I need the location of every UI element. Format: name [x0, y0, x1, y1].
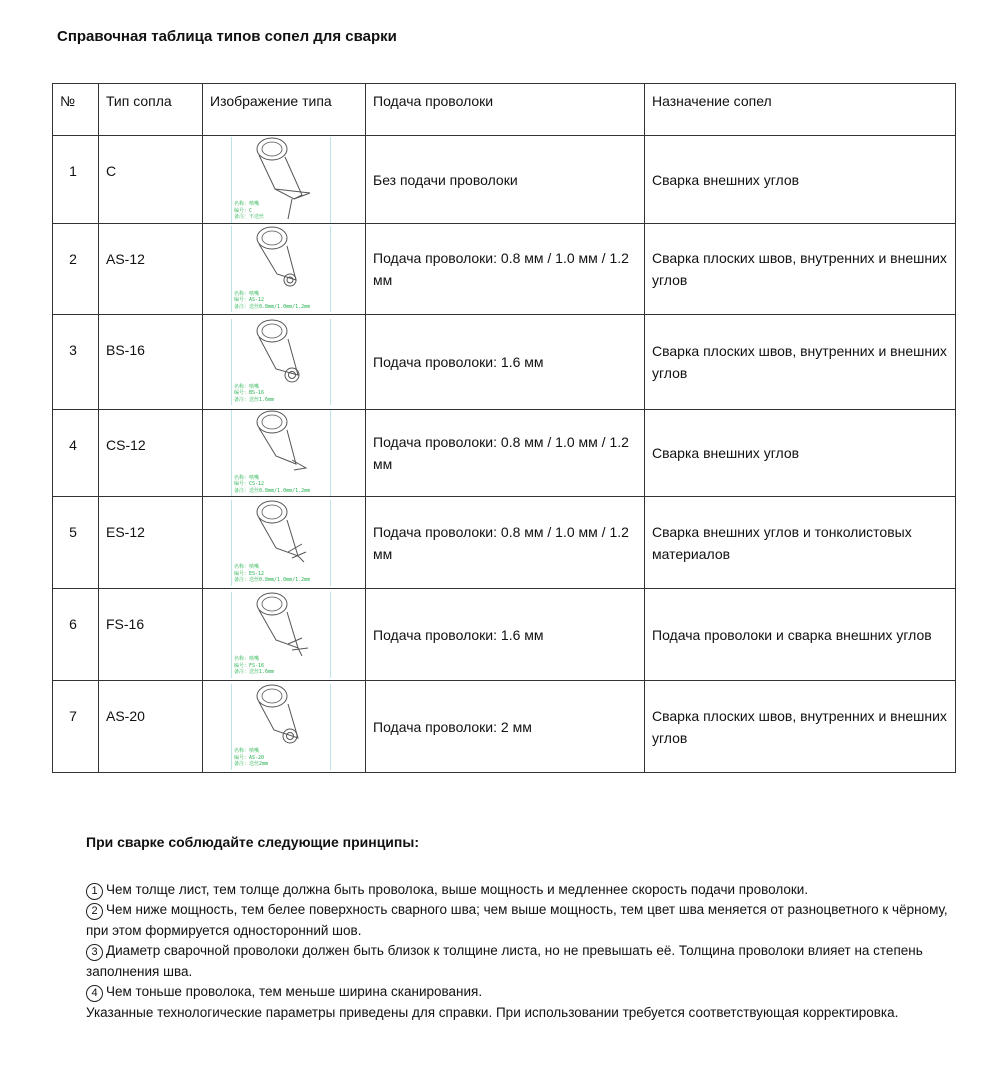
nozzle-es12-icon	[231, 500, 331, 586]
wire-feed: Без подачи проволоки	[366, 136, 645, 224]
nozzle-fs16-icon	[231, 592, 331, 678]
row-number: 3	[53, 315, 99, 410]
nozzle-image-caption	[234, 656, 274, 676]
nozzle-image-caption	[234, 564, 310, 584]
caption-line: 名称：喷嘴	[234, 383, 260, 390]
caption-line: 编号：CS-12	[234, 481, 265, 487]
header-wire-feed: Подача проволоки	[366, 84, 645, 136]
nozzle-as20-icon	[231, 684, 331, 770]
principle-text: Чем ниже мощность, тем белее поверхность сварного шва; чем выше мощность, тем цвет шва меняется от разноцветного к чёрному, при этом формируется односторонний шов.	[86, 902, 948, 938]
principle-item	[86, 880, 966, 901]
principle-item	[86, 900, 966, 941]
table-row	[53, 136, 956, 224]
wire-feed: Подача проволоки: 1.6 мм	[366, 315, 645, 410]
nozzle-type: C	[99, 136, 203, 224]
caption-line: 编号：C	[234, 207, 253, 214]
table-row	[53, 315, 956, 410]
caption-line: 编号：FS-16	[234, 662, 265, 669]
caption-line: 名称：喷嘴	[234, 201, 260, 207]
row-number: 5	[53, 497, 99, 589]
nozzle-reference-table	[52, 83, 956, 773]
nozzle-bs16-icon	[231, 319, 331, 405]
nozzle-purpose: Сварка плоских швов, внутренних и внешних углов	[645, 315, 956, 410]
caption-line: 名称：喷嘴	[234, 290, 260, 297]
row-number: 4	[53, 410, 99, 497]
principles-note: Указанные технологические параметры приведены для справки. При использовании требуется соответствующая корректировка.	[86, 1004, 899, 1020]
principle-text: Диаметр сварочной проволоки должен быть близок к толщине листа, но не превышать её. Толщина проволоки влияет на степень заполнения шва.	[86, 943, 923, 979]
nozzle-image-caption	[234, 748, 268, 768]
nozzle-image-caption	[234, 475, 310, 495]
nozzle-purpose: Сварка внешних углов	[645, 410, 956, 497]
nozzle-image-cell	[203, 315, 366, 410]
nozzle-type: FS-16	[99, 589, 203, 681]
nozzle-image-cell	[203, 136, 366, 224]
nozzle-purpose: Сварка плоских швов, внутренних и внешних углов	[645, 681, 956, 773]
nozzle-type: AS-12	[99, 224, 203, 315]
caption-line: 编号：BS-16	[234, 390, 265, 396]
caption-line: 备注：送丝1.6mm	[234, 669, 275, 675]
nozzle-as12-icon	[231, 226, 331, 312]
nozzle-image-caption	[234, 291, 310, 311]
table-row	[53, 410, 956, 497]
caption-line: 名称：喷嘴	[234, 656, 260, 662]
header-number: №	[53, 84, 99, 136]
table-row	[53, 224, 956, 315]
caption-line: 名称：喷嘴	[234, 748, 260, 754]
caption-line: 名称：喷嘴	[234, 564, 260, 570]
principle-text: Чем тоньше проволока, тем меньше ширина сканирования.	[106, 984, 483, 999]
table-header-row	[53, 84, 956, 136]
document-title: Справочная таблица типов сопел для сварки	[57, 28, 397, 45]
nozzle-purpose: Подача проволоки и сварка внешних углов	[645, 589, 956, 681]
principle-marker: 2	[86, 903, 103, 920]
nozzle-purpose: Сварка плоских швов, внутренних и внешних углов	[645, 224, 956, 315]
wire-feed: Подача проволоки: 0.8 мм / 1.0 мм / 1.2 мм	[366, 410, 645, 497]
row-number: 2	[53, 224, 99, 315]
principle-marker: 4	[86, 985, 103, 1002]
header-nozzle-type: Тип сопла	[99, 84, 203, 136]
nozzle-image-cell	[203, 497, 366, 589]
wire-feed: Подача проволоки: 0.8 мм / 1.0 мм / 1.2 мм	[366, 497, 645, 589]
nozzle-c-icon	[231, 137, 331, 223]
row-number: 6	[53, 589, 99, 681]
principle-item	[86, 982, 966, 1003]
welding-principles	[86, 832, 966, 1023]
nozzle-purpose: Сварка внешних углов и тонколистовых материалов	[645, 497, 956, 589]
header-nozzle-purpose: Назначение сопел	[645, 84, 956, 136]
caption-line: 编号：AS-12	[234, 297, 265, 303]
nozzle-image-caption	[234, 384, 274, 404]
principles-heading: При сварке соблюдайте следующие принципы:	[86, 834, 419, 850]
caption-line: 备注：送丝0.8mm/1.0mm/1.2mm	[234, 303, 311, 310]
nozzle-image-cell	[203, 224, 366, 315]
nozzle-image-cell	[203, 681, 366, 773]
nozzle-type: ES-12	[99, 497, 203, 589]
nozzle-type: AS-20	[99, 681, 203, 773]
caption-line: 编号：ES-12	[234, 570, 265, 577]
table-row	[53, 589, 956, 681]
table-row	[53, 681, 956, 773]
caption-line: 编号：AS-20	[234, 754, 265, 761]
header-type-image: Изображение типа	[203, 84, 366, 136]
table-row	[53, 497, 956, 589]
principle-marker: 3	[86, 944, 103, 961]
caption-line: 备注：送丝0.8mm/1.0mm/1.2mm	[234, 577, 311, 583]
principle-marker: 1	[86, 883, 103, 900]
nozzle-type: BS-16	[99, 315, 203, 410]
row-number: 1	[53, 136, 99, 224]
nozzle-image-cell	[203, 589, 366, 681]
wire-feed: Подача проволоки: 0.8 мм / 1.0 мм / 1.2 мм	[366, 224, 645, 315]
wire-feed: Подача проволоки: 1.6 мм	[366, 589, 645, 681]
nozzle-cs12-icon	[231, 410, 331, 496]
principle-item	[86, 941, 966, 982]
nozzle-purpose: Сварка внешних углов	[645, 136, 956, 224]
nozzle-image-caption	[234, 201, 264, 221]
nozzle-type: CS-12	[99, 410, 203, 497]
caption-line: 名称：喷嘴	[234, 474, 260, 481]
row-number: 7	[53, 681, 99, 773]
caption-line: 备注：送丝2mm	[234, 761, 269, 767]
principle-text: Чем толще лист, тем толще должна быть проволока, выше мощность и медленнее скорость подачи проволоки.	[106, 881, 809, 897]
nozzle-image-cell	[203, 410, 366, 497]
wire-feed: Подача проволоки: 2 мм	[366, 681, 645, 773]
caption-line: 备注：送丝0.8mm/1.0mm/1.2mm	[234, 487, 311, 494]
caption-line: 备注：不送丝	[234, 214, 265, 220]
caption-line: 备注：送丝1.6mm	[234, 396, 275, 403]
